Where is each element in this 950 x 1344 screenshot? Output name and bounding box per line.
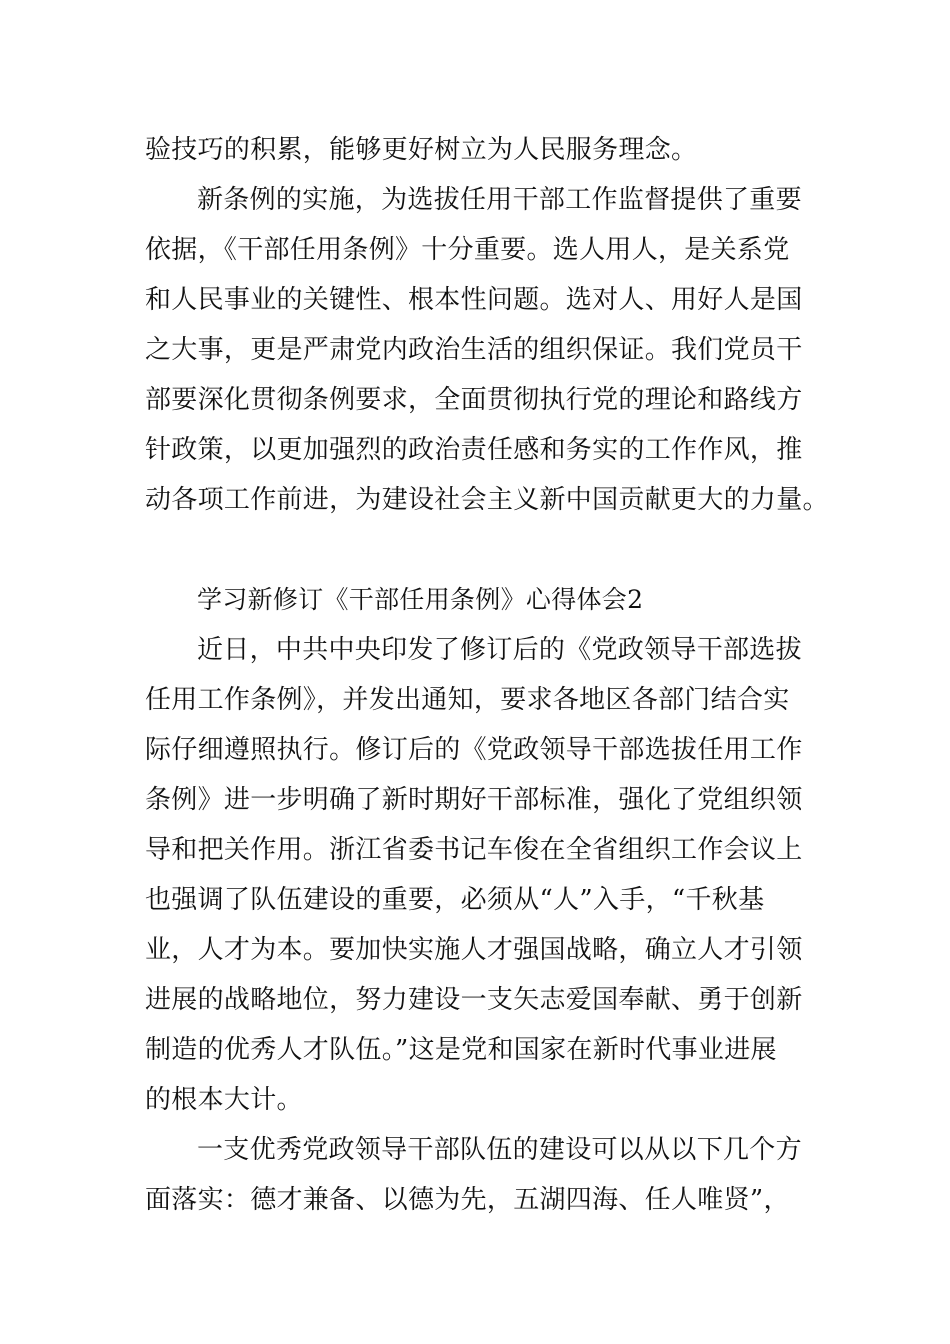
text-line: 动各项工作前进，为建设社会主义新中国贡献更大的力量。 xyxy=(145,485,829,515)
text-line: 和人民事业的关键性、根本性问题。选对人、用好人是国 xyxy=(145,285,803,315)
text-line: 制造的优秀人才队伍。”这是党和国家在新时代事业进展 xyxy=(145,1035,777,1065)
text-line: 验技巧的积累，能够更好树立为人民服务理念。 xyxy=(145,135,698,165)
text-line: 依据，《干部任用条例》十分重要。选人用人，是关系党 xyxy=(145,235,790,265)
text-line: 近日，中共中央印发了修订后的《党政领导干部选拔 xyxy=(197,635,802,665)
text-line: 任用工作条例》，并发出通知，要求各地区各部门结合实 xyxy=(145,685,790,715)
text-line: 的根本大计。 xyxy=(145,1085,303,1115)
text-line: 新条例的实施，为选拔任用干部工作监督提供了重要 xyxy=(197,185,802,215)
text-line: 面落实：德才兼备、以德为先，五湖四海、任人唯贤”， xyxy=(145,1185,790,1215)
text-line: 导和把关作用。浙江省委书记车俊在全省组织工作会议上 xyxy=(145,835,803,865)
text-line: 针政策，以更加强烈的政治责任感和务实的工作作风，推 xyxy=(145,435,803,465)
text-line: 际仔细遵照执行。修订后的《党政领导干部选拔任用工作 xyxy=(145,735,803,765)
text-line: 之大事，更是严肃党内政治生活的组织保证。我们党员干 xyxy=(145,335,803,365)
text-line: 业，人才为本。要加快实施人才强国战略，确立人才引领 xyxy=(145,935,803,965)
text-line: 一支优秀党政领导干部队伍的建设可以从以下几个方 xyxy=(197,1135,802,1165)
section-heading: 学习新修订《干部任用条例》心得体会2 xyxy=(197,585,644,614)
text-line: 部要深化贯彻条例要求，全面贯彻执行党的理论和路线方 xyxy=(145,385,803,415)
text-line: 条例》进一步明确了新时期好干部标准，强化了党组织领 xyxy=(145,785,803,815)
text-line: 也强调了队伍建设的重要，必须从“人”入手，“千秋基 xyxy=(145,885,765,915)
text-line: 进展的战略地位，努力建设一支矢志爱国奉献、勇于创新 xyxy=(145,985,803,1015)
